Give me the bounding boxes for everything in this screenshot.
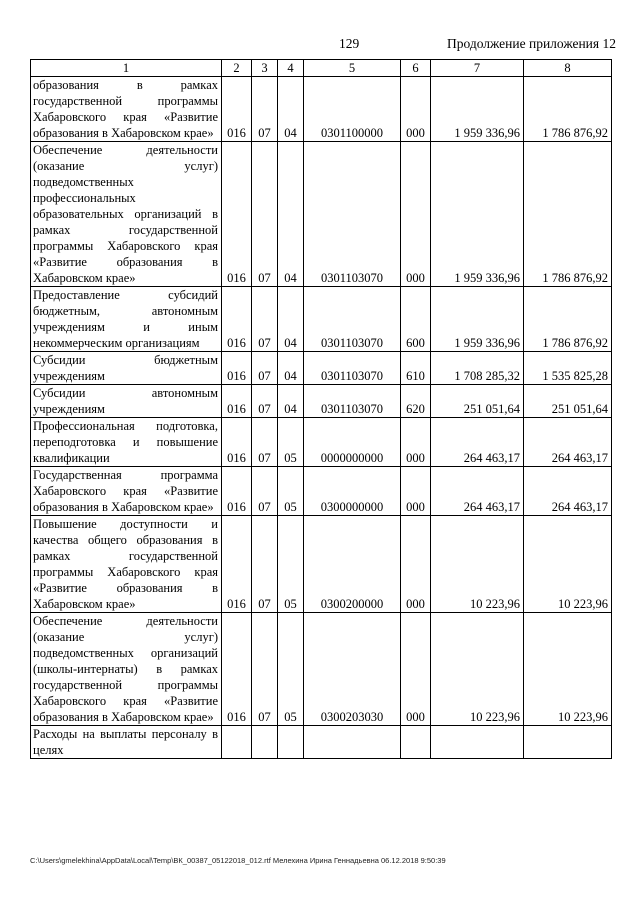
cell-expense-type: 610 bbox=[401, 352, 431, 385]
cell-subsection: 05 bbox=[278, 467, 304, 516]
cell-grbs: 016 bbox=[222, 516, 252, 613]
cell-grbs: 016 bbox=[222, 287, 252, 352]
cell-amount-2: 1 786 876,92 bbox=[524, 287, 612, 352]
column-header: 3 bbox=[252, 60, 278, 77]
cell-expense-type: 620 bbox=[401, 385, 431, 418]
header-row bbox=[31, 60, 612, 77]
row-description: Субсидии автономным учреждениям bbox=[31, 385, 222, 418]
cell-section: 07 bbox=[252, 418, 278, 467]
cell-section bbox=[252, 726, 278, 759]
row-description: Профессиональная подготовка, переподготовка и повышение квалификации bbox=[31, 418, 222, 467]
cell-amount-1: 1 708 285,32 bbox=[431, 352, 524, 385]
column-header: 4 bbox=[278, 60, 304, 77]
cell-amount-1: 1 959 336,96 bbox=[431, 287, 524, 352]
cell-amount-2: 251 051,64 bbox=[524, 385, 612, 418]
cell-grbs: 016 bbox=[222, 613, 252, 726]
cell-subsection: 04 bbox=[278, 385, 304, 418]
table-row bbox=[31, 726, 612, 759]
cell-grbs: 016 bbox=[222, 77, 252, 142]
cell-expense-type: 000 bbox=[401, 77, 431, 142]
row-description: Субсидии бюджетным учреждениям bbox=[31, 352, 222, 385]
cell-section: 07 bbox=[252, 467, 278, 516]
cell-amount-2: 1 786 876,92 bbox=[524, 142, 612, 287]
cell-grbs: 016 bbox=[222, 385, 252, 418]
cell-expense-type: 600 bbox=[401, 287, 431, 352]
cell-grbs: 016 bbox=[222, 467, 252, 516]
row-description: Предоставление субсидий бюджетным, автономным учреждениям и иным некоммерческим организациям bbox=[31, 287, 222, 352]
table-header bbox=[31, 60, 612, 77]
cell-section: 07 bbox=[252, 385, 278, 418]
table-row bbox=[31, 418, 612, 467]
cell-amount-2: 10 223,96 bbox=[524, 516, 612, 613]
cell-section: 07 bbox=[252, 287, 278, 352]
cell-grbs: 016 bbox=[222, 142, 252, 287]
cell-subsection bbox=[278, 726, 304, 759]
cell-target-article: 0301103070 bbox=[304, 287, 401, 352]
cell-expense-type: 000 bbox=[401, 467, 431, 516]
page-number: 129 bbox=[339, 36, 360, 51]
cell-subsection: 04 bbox=[278, 287, 304, 352]
cell-amount-2: 1 535 825,28 bbox=[524, 352, 612, 385]
column-header: 5 bbox=[304, 60, 401, 77]
table-row bbox=[31, 287, 612, 352]
cell-target-article: 0300200000 bbox=[304, 516, 401, 613]
cell-section: 07 bbox=[252, 516, 278, 613]
cell-target-article: 0300000000 bbox=[304, 467, 401, 516]
cell-section: 07 bbox=[252, 613, 278, 726]
cell-subsection: 05 bbox=[278, 613, 304, 726]
column-header: 7 bbox=[431, 60, 524, 77]
cell-target-article: 0301103070 bbox=[304, 385, 401, 418]
file-path-footer: C:\Users\gmelekhina\AppData\Local\Temp\ВК_00387_05122018_012.rtf Мелехина Ирина Геннадьевна 06.12.2018 9:50:39 bbox=[30, 856, 446, 865]
continuation-label: Продолжение приложения 12 bbox=[446, 36, 616, 51]
row-description: Государственная программа Хабаровского края «Развитие образования в Хабаровском крае» bbox=[31, 467, 222, 516]
column-header: 2 bbox=[222, 60, 252, 77]
cell-target-article: 0301100000 bbox=[304, 77, 401, 142]
cell-amount-1: 251 051,64 bbox=[431, 385, 524, 418]
cell-subsection: 04 bbox=[278, 77, 304, 142]
row-description: Расходы на выплаты персоналу в целях bbox=[31, 726, 222, 759]
cell-section: 07 bbox=[252, 77, 278, 142]
cell-expense-type: 000 bbox=[401, 516, 431, 613]
cell-target-article: 0300203030 bbox=[304, 613, 401, 726]
table-row bbox=[31, 385, 612, 418]
cell-amount-1: 1 959 336,96 bbox=[431, 142, 524, 287]
row-description: образования в рамках государственной программы Хабаровского края «Развитие образования в Хабаровском крае» bbox=[31, 77, 222, 142]
cell-amount-1: 264 463,17 bbox=[431, 467, 524, 516]
budget-table bbox=[30, 59, 612, 759]
cell-subsection: 04 bbox=[278, 352, 304, 385]
table-row bbox=[31, 77, 612, 142]
cell-target-article: 0000000000 bbox=[304, 418, 401, 467]
table-row bbox=[31, 467, 612, 516]
table-body bbox=[31, 77, 612, 759]
cell-expense-type: 000 bbox=[401, 613, 431, 726]
table-row bbox=[31, 142, 612, 287]
cell-amount-1: 264 463,17 bbox=[431, 418, 524, 467]
cell-expense-type: 000 bbox=[401, 142, 431, 287]
cell-amount-1: 1 959 336,96 bbox=[431, 77, 524, 142]
cell-section: 07 bbox=[252, 142, 278, 287]
cell-amount-2: 1 786 876,92 bbox=[524, 77, 612, 142]
cell-grbs bbox=[222, 726, 252, 759]
cell-target-article: 0301103070 bbox=[304, 142, 401, 287]
cell-grbs: 016 bbox=[222, 352, 252, 385]
cell-amount-2: 10 223,96 bbox=[524, 613, 612, 726]
row-description: Повышение доступности и качества общего образования в рамках государственной программы Хабаровского края «Развитие образования в Хабаровском крае» bbox=[31, 516, 222, 613]
cell-subsection: 05 bbox=[278, 418, 304, 467]
table-row bbox=[31, 613, 612, 726]
cell-amount-2: 264 463,17 bbox=[524, 467, 612, 516]
cell-section: 07 bbox=[252, 352, 278, 385]
column-header: 8 bbox=[524, 60, 612, 77]
cell-expense-type bbox=[401, 726, 431, 759]
cell-amount-1: 10 223,96 bbox=[431, 613, 524, 726]
column-header: 6 bbox=[401, 60, 431, 77]
row-description: Обеспечение деятельности (оказание услуг) подведомственных организаций (школы-интернаты) в рамках государственной программы Хабаровского края «Развитие образования в Хабаровском крае» bbox=[31, 613, 222, 726]
cell-amount-1 bbox=[431, 726, 524, 759]
cell-subsection: 04 bbox=[278, 142, 304, 287]
cell-amount-1: 10 223,96 bbox=[431, 516, 524, 613]
column-header: 1 bbox=[31, 60, 222, 77]
cell-expense-type: 000 bbox=[401, 418, 431, 467]
table-row bbox=[31, 516, 612, 613]
cell-amount-2 bbox=[524, 726, 612, 759]
cell-target-article: 0301103070 bbox=[304, 352, 401, 385]
cell-target-article bbox=[304, 726, 401, 759]
cell-grbs: 016 bbox=[222, 418, 252, 467]
cell-subsection: 05 bbox=[278, 516, 304, 613]
table-row bbox=[31, 352, 612, 385]
row-description: Обеспечение деятельности (оказание услуг) подведомственных профессиональных образовательных организаций в рамках государственной программы Хабаровского края «Развитие образования в Хабаровском крае» bbox=[31, 142, 222, 287]
cell-amount-2: 264 463,17 bbox=[524, 418, 612, 467]
page-header bbox=[0, 36, 640, 56]
